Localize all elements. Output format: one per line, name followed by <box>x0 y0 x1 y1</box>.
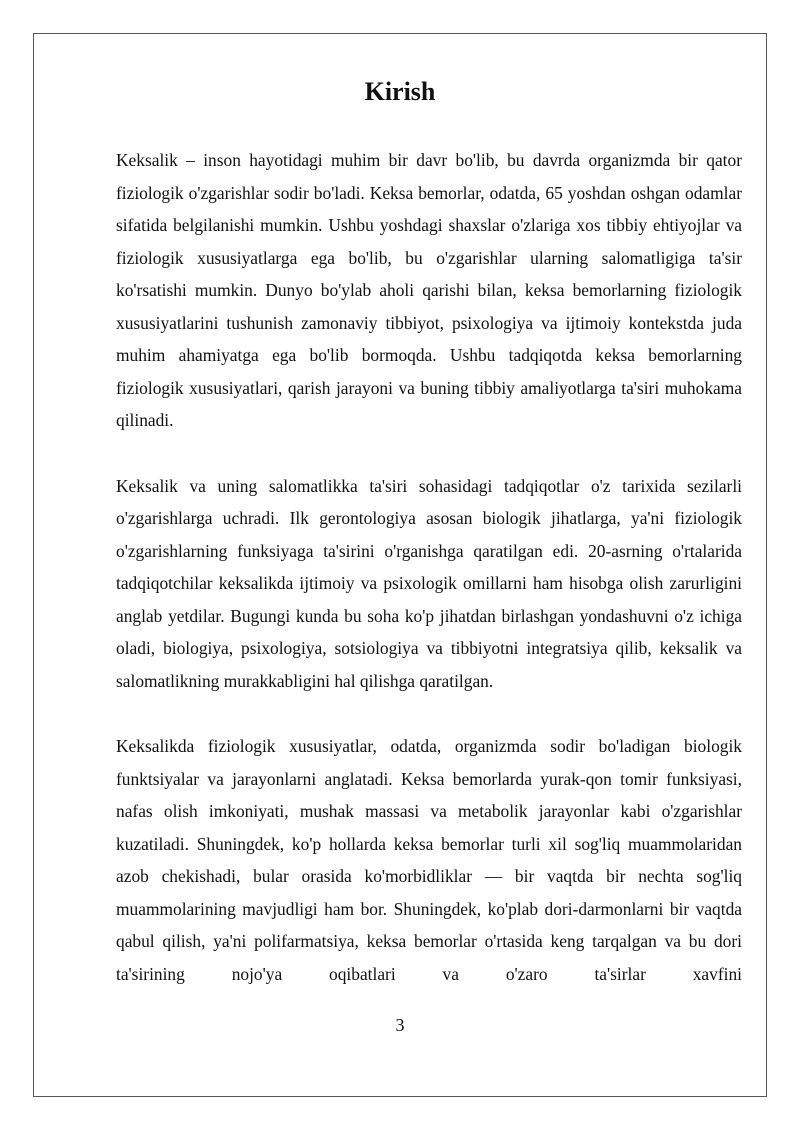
page-number: 3 <box>395 1015 405 1035</box>
paragraph-intro: Keksalik – inson hayotidagi muhim bir davr bo'lib, bu davrda organizmda bir qator fiziologik o'zgarishlar sodir bo'ladi. Keksa bemorlar, odatda, 65 yoshdan oshgan odamlar sifatida belgilanishi mumkin. Ushbu yoshdagi shaxslar o'zlariga xos tibbiy ehtiyojlar va fiziologik xususiyatlarga ega bo'lib, bu o'zgarishlar ularning salomatligiga ta'sir ko'rsatishi mumkin. Dunyo bo'ylab aholi qarishi bilan, keksa bemorlarning fiziologik xususiyatlarini tushunish zamonaviy tibbiyot, psixologiya va ijtimoiy kontekstda juda muhim ahamiyatga ega bo'lib bormoqda. Ushbu tadqiqotda keksa bemorlarning fiziologik xususiyatlari, qarish jarayoni va buning tibbiy amaliyotlarga ta'siri muhokama qilinadi. <box>116 150 742 430</box>
paragraph-research-history: Keksalik va uning salomatlikka ta'siri sohasidagi tadqiqotlar o'z tarixida sezilarli o'zgarishlarga uchradi. Ilk gerontologiya asosan biologik jihatlarga, ya'ni fiziologik o'zgarishlarning funksiyaga ta'sirini o'rganishga qaratilgan edi. 20-asrning o'rtalarida tadqiqotchilar keksalikda ijtimoiy va psixologik omillarni ham hisobga olish zarurligini anglab yetdilar. Bugungi kunda bu soha ko'p jihatdan birlashgan yondashuvni o'z ichiga oladi, biologiya, psixologiya, sotsiologiya va tibbiyotni integratsiya qilib, keksalik va salomatlikning murakkabligini hal qilishga qaratilgan. <box>116 475 742 691</box>
document-body <box>116 144 742 1023</box>
paragraph-physiology: Keksalikda fiziologik xususiyatlar, odatda, organizmda sodir bo'ladigan biologik funktsiyalar va jarayonlarni anglatadi. Keksa bemorlarda yurak-qon tomir funksiyasi, nafas olish imkoniyati, mushak massasi va metabolik jarayonlar kabi o'zgarishlar kuzatiladi. Shuningdek, ko'p hollarda keksa bemorlar turli xil sog'liq muammolaridan azob chekishadi, bular orasida ko'morbidliklar — bir vaqtda bir nechta sog'liq muammolarining mavjudligi ham bor. Shuningdek, ko'plab dori-darmonlarni bir vaqtda qabul qilish, ya'ni polifarmatsiya, keksa bemorlar o'rtasida keng tarqalgan va bu dori ta'sirining nojo'ya oqibatlari va o'zaro ta'sirlar xavfini <box>116 736 742 984</box>
page-title: Kirish <box>364 77 436 106</box>
